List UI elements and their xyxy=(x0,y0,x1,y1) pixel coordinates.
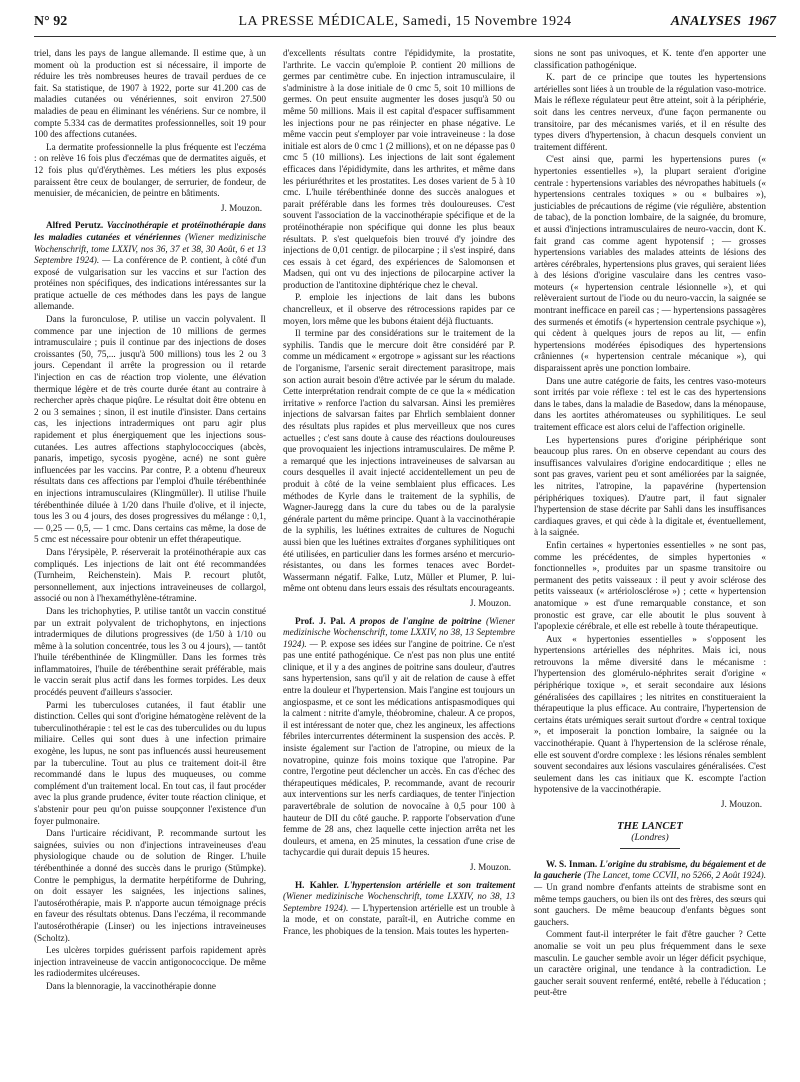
paragraph: Il termine par des considérations sur le traitement de la syphilis. Tandis que le mercure doit être considéré par P. comme un médicament « ergotrope » agissant sur les réactions de l'organisme, l'arsenic serait directement parasitrope, mais son action aurait besoin d'être activée par le sérum du malade. Cette interprétation rendrait compte de ce que la « médication irritative » renforce l'action du salvarsan. Ainsi les premières injections de salvarsan faites par Ehrlich semblaient donner des résultats plus rapides et plus merveilleux que nos cures actuelles ; c'est sans doute à cause des réactions douloureuses que provoquaient les injections intramusculaires. De même P. a remarqué que les injections intraveineuses de salvarsan au cours desquelles il avait injecté accidentellement un peu de produit à côté de la veine semblaient plus efficaces. Les méthodes de Kyrle dans le traitement de la syphilis, de Wagner-Jauregg dans la cure du tabes ou de la paralysie générale partent du même principe. Quant à la vaccinothérapie de la syphilis, les luétines extraites de cultures de Noguchi aussi bien que les luétines extraites d'organes syphilitiques ont été utilisées, en particulier dans les formes arséno et mercurio-résistantes, ou dans les formes tenaces avec Bordet-Wassermann négatif. Falke, Lutz, Müller et Plumer, P. lui-même ont obtenu dans leurs essais des résultats encourageants. xyxy=(283,328,515,594)
divider xyxy=(620,848,680,849)
article-author: Alfred Perutz. xyxy=(46,220,104,231)
paragraph: Dans la blennoragie, la vaccinothérapie donne xyxy=(46,980,216,991)
paragraph: P. emploie les injections de lait dans les bubons chancrelleux, et il observe des rétrocessions rapides par ce moyen, lors même que les bubons étaient déjà fluctuants. xyxy=(283,292,515,326)
paragraph: La conférence de P. contient, à côté d'un exposé de vulgarisation sur les vaccins et sur l'action des protéines non spécifiques, des indications intéressantes sur la pratique actuelle de ces méthodes dans les pays de langue allemande. xyxy=(34,255,267,312)
paragraph: Comment faut-il interpréter le fait d'être gaucher ? Cette anomalie se voit un peu plus fréquemment dans le sexe masculin. Le gaucher semble avoir un léger déficit psychique, un caractère original, une tendance à la contradiction. Le gaucher serait souvent renfermé, entêté, rebelle à l'éducation ; peut-être xyxy=(534,929,766,998)
article-title: Vaccinothérapie et protéinothérapie dans les maladies cutanées et vénériennes xyxy=(34,220,266,242)
article-author: H. Kahler. xyxy=(295,879,339,890)
section-and-page xyxy=(671,14,776,30)
paragraph: C'est ainsi que, parmi les hypertensions pures (« hypertonies essentielles »), la plupart seraient d'origine centrale : hypertensions variables des névropathes habituels (« hypertensions centrales toxiques » ou « bulbaires »), justiciables de précautions de régime (vie régulière, abstention de tabac), de la ponction lombaire, de la saignée, du bromure, et aussi d'injections intramusculaires de neuro-vaccin, dont K. fait grand cas comme agent hypotensif ; — grosses hypertensions variables des malades atteints de lésions des artères cérébrales, hypertensions plus graves, qui seraient liées à des lésions d'origine vasculaire dans les centres vaso-moteurs (« hypertension centrale lésionnelle »), et qui relèveraient surtout de l'iode ou du neuro-vaccin, la saignée se montrant inefficace en pareil cas ; — hypertensions passagères des surmenés et émotifs (« hypertension centrale psychique »), qui cèdent à quelques jours de repos au lit, — enfin hypertensions modérées épisodiques des hypertensions crâniennes (« hypertension centrale mécanique »), qui disparaissent après une ponction lombaire. xyxy=(534,154,766,374)
article-author: W. S. Inman. xyxy=(546,858,598,869)
article-reference: (Wiener medizinische Wochenschrift, tome LXXIV, nos 36, 37 et 38, 30 Août, 6 et 13 Septembre 1924). — xyxy=(34,231,266,266)
paragraph: Les ulcères torpides guérissent parfois rapidement après injection intraveineuse de vaccin antigonococcique. De même les radiodermites ulcéreuses. xyxy=(34,945,266,979)
signature: J. Mouzon. xyxy=(720,799,762,809)
page-header xyxy=(34,10,776,37)
paragraph: triel, dans les pays de langue allemande. Il estime que, à un moment où la production est si nécessaire, il importe de réduire les très nombreuses heures de travail perdues de ce fait. Sa statistique, de 1907 à 1922, porte sur 41.200 cas de maladies cutanées ou vénériennes, soit environ 27.500 maladies de peau en éliminant les vénériens. Sur ce nombre, il compte 5.334 cas de dermatites professionnelles, soit 19 pour 100 des affections cutanées. xyxy=(34,48,266,140)
paragraph: d'excellents résultats contre l'épididymite, la prostatite, l'arthrite. Le vaccin qu'emploie P. contient 20 millions de germes par centimètre cube. En injection intramusculaire, il s'administre à la dose initiale de 0 cmc 5, soit 10 millions de germes. On peut ensuite augmenter les doses jusqu'à 50 ou même 50 millions. Mais il est capital d'espacer suffisamment les injections pour ne pas réinjecter en phase négative. Le même vaccin peut s'employer par voie intraveineuse : la dose initiale est alors de 0 cmc 1 (2 millions), et on ne dépasse pas 0 cmc 5 (10 millions). Les injections de lait sont également efficaces dans l'épididymite, dans les arthrites, et même dans les périuréthrites et les prostatites. Les doses varient de 5 à 10 cmc. L'huile térébenthinée donne des succès analogues et parait préférable dans les formes très douloureuses. C'est souvent l'association de la vaccinothérapie spécifique et de la protéinothérapie non spécifique qui donne les plus beaux résultats. P. s'est quelquefois bien trouvé d'y joindre des injections de 0,01 centigr. de pilocarpine ; il s'est inspiré, dans ces essais à cet égard, des expériences de Salomonsen et Madsen, qui ont vu des injections de pilocarpine activer la production de l'antitoxine diphtérique chez le cheval. xyxy=(283,48,515,290)
paragraph: K. part de ce principe que toutes les hypertensions artérielles sont liées à un trouble de la régulation vaso-motrice. Mais le réflexe régulateur peut être atteint, soit à la périphérie, soit dans les centres nerveux, d'une façon permanente ou transitoire, par des mécanismes variés, et il en résulte des types divers d'hypertension, à chacun desquels convient un traitement différent. xyxy=(534,72,766,152)
article-reference: (Wiener medizinische Wochenschrift, tome LXXIV, no 38, 13 Septembre 1924). — xyxy=(283,891,515,913)
paragraph: Dans une autre catégorie de faits, les centres vaso-moteurs sont irrités par voie réflexe : tel est le cas des hypertensions dans le tabes, dans la maladie de Basedow, dans la ménopause, dans les aortites athéromateuses ou syphilitiques. Le seul traitement efficace est alors celui de l'affection originelle. xyxy=(534,375,766,432)
page-number: 1967 xyxy=(748,14,776,29)
article-title: L'origine du strabisme, du bégaiement et de la gaucherie xyxy=(534,858,766,881)
paragraph: Parmi les tuberculoses cutanées, il faut établir une distinction. Celles qui sont d'origine hématogène relèvent de la tuberculinothérapie : tel est le cas des tuberculides ou du lupus miliaire. Celles qui sont dues à une infection primaire exogène, les lupus, ne sont pas influencés aussi heureusement par la tuberculine. Tout au plus ce traitement doit-il être recommandé dans le lupus des muqueuses, ou comme complément d'un traitement local. En tout cas, il faut procéder avec la plus grande prudence, éviter toute réaction clinique, et s'abstenir pour peu qu'on puisse soupçonner l'existence d'un foyer pulmonaire. xyxy=(34,699,266,826)
paragraph: La dermatite professionnelle la plus fréquente est l'eczéma : on relève 16 fois plus d'eczémas que de dermatites aiguës, et 12 fois plus qu'd'érythèmes. Les métiers les plus exposés paraissent être ceux de boulanger, de serrurier, de fondeur, de menuisier, de mécanicien, de peintre en bâtiments. xyxy=(34,141,266,199)
paragraph: Dans l'urticaire récidivant, P. recommande surtout les saignées, suivies ou non d'injections intraveineuses d'eau physiologique chaude ou de solution de Ringer. L'huile térébenthinée a donné des succès dans le prurigo (Stümpke). Contre le pemphigus, la dermatite herpétiforme de Duhring, on doit essayer les saignées, les injections salines, l'autosérothérapie, mais P. n'apporte aucun témoignage précis en faveur des résultats obtenus. Dans l'eczéma, il recommande l'autosérothérapie (Linser) ou les injections intraveineuses (Scholtz). xyxy=(34,828,266,943)
article-heading xyxy=(283,616,515,859)
article-heading xyxy=(34,220,266,313)
journal-city: (Londres) xyxy=(631,832,669,844)
signature: J. Mouzon. xyxy=(220,202,262,213)
column-2 xyxy=(283,48,515,939)
paragraph: P. expose ses idées sur l'angine de poitrine. Ce n'est pas une entité pathogénique. Ce n'est pas non plus une entité clinique, et il y a des angines de poitrine sans douleur, d'autres sans hypertension, sans qu'il y ait de relation de cause à effet entre la douleur et l'hypertension. Mais l'angine est toujours un angiospasme, et ce sont les médications antispasmodiques qui la calment : nitrite d'amyle, théobromine, chaleur. A ce propos, il est intéressant de noter que, chez les angineux, les affections fébriles intercurrentes déterminent la suspension des accès. P. insiste également sur l'action de l'atropine, ou mieux de la novatropine, quinze fois moins toxique que l'atropine. Par contre, l'ergotine peut déclencher un accès. En cas d'échec des thérapeutiques médicales, P. recommande, avant de recourir aux interventions sur les nerfs cardiaques, de tenter l'injection paravertébrale de solution de novocaïne à 0,5 pour 100 à hauteur de DII du côté gauche. P. rapporte l'observation d'une femme de 28 ans, chez laquelle cette injection arrêta net les douleurs, et amena, en 25 minutes, la cessation d'une crise de tachycardie qui durait depuis 15 heures. xyxy=(283,638,515,858)
paragraph: Les hypertensions pures d'origine périphérique sont beaucoup plus rares. On en observe cependant au cours des insuffisances valvulaires d'origine endocarditique ; elles ne sont pas graves, varient peu et sont améliorées par la saignée, les nitrites, l'atropine, la papavérine (hypertension périphériques toxiques). D'autre part, il faut signaler l'hypertension de stase décrite par Sahli dans les insuffisances cardiaques graves, et qui cède à la digitale et, éventuellement, à la saignée. xyxy=(534,434,766,538)
paragraph: Dans l'érysipèle, P. réserverait la protéinothérapie aux cas compliqués. Les injections de lait ont été recommandées (Turnheim, Reichenstein). Mais P. recourt plutôt, personnellement, aux injections intraveineuses de collargol, associé ou non à l'hexaméthylène-tétramine. xyxy=(34,546,266,604)
issue-number: N° 92 xyxy=(34,14,68,29)
article-title: A propos de l'angine de poitrine xyxy=(349,615,482,626)
paragraph: Dans la furonculose, P. utilise un vaccin polyvalent. Il commence par une injection de 10 millions de germes intramusculaire ; puis il continue par des injections de doses croissantes (50, 75,... jusqu'à 500 millions) tous les 2 ou 3 jours. Cependant il arrête la progression ou il retarde l'injection en cas de réaction trop violente, une élévation thermique légère et de très courte durée étant au contraire à rechercher après chaque piqûre. Le résultat doit être obtenu en 2 ou 3 semaines ; sinon, il est inutile d'insister. Dans certains cas, les injections intradermiques ont paru agir plus rapidement et plus énergiquement que les injections sous-cutanées. Les autres affections staphylococciques (abcès, panaris, impetigo, sycosis pyogène, acné) ne sont guère influencées par les vaccins. Par contre, P. a obtenu d'heureux résultats dans ces affections par l'emploi d'huile térébenthinée en injections intramusculaires (Klingmüller). Il utilise l'huile térébenthinée diluée à 1/20 dans l'huile d'olive, et il injecte, tous les 3 ou 4 jours, des doses progressives du mélange : 0,1, — 0,25 — 0,5, — 1 cmc. Dans certains cas même, la dose de 5 cmc est nécessaire pour obtenir un effet thérapeutique. xyxy=(34,314,266,545)
paragraph: Dans les trichophyties, P. utilise tantôt un vaccin constitué par un extrait polyvalent de trichophytons, en injections intradermiques de dilutions progressives (de 1/50 à 1/10 ou même à la solution concentrée, tous les 3 ou 4 jours), — tantôt l'huile térébenthinée de Klingmüller. Dans les formes très inflammatoires, l'huile de térébenthine serait préférable, mais le vaccin serait plus actif dans les formes torpides. Les deux procédés peuvent d'ailleurs s'associer. xyxy=(34,605,266,698)
article-author: Prof. J. Pal. xyxy=(295,615,346,626)
section-name: ANALYSES xyxy=(670,14,741,29)
paragraph: sions ne sont pas univoques, et K. tente d'en apporter une classification pathogénique. xyxy=(534,48,766,70)
article-reference: (The Lancet, tome CCVII, no 5266, 2 Août 1924). — xyxy=(534,870,766,892)
paragraph: Aux « hypertonies essentielles » s'opposent les hypertensions artérielles des néphrites. Mais ici, nous retrouvons la même diversité dans le mécanisme : l'hypertension des glomérulo-néphrites serait d'origine « périphérique toxique », et serait secondaire aux lésions généralisées des capillaires ; les nitrites en constitueraient la thérapeutique la plus efficace. Au contraire, l'hypertension de certains états urémiques serait surtout d'ordre « central toxique », et imposerait la ponction lombaire, la saignée ou la vaccinothérapie. Quant à l'hypertension de la sclérose rénale, elle est souvent d'ordre complexe : les lésions rénales semblent souvent secondaires aux lésions vasculaires généralisées. C'est seulement dans les cas initiaux que K. escompte l'action hypotensive de la vaccinothérapie. xyxy=(534,633,766,795)
journal-name: THE LANCET xyxy=(617,820,683,832)
article-reference: (Wiener medizinische Wochenschrift, tome LXXIV, no 38, 13 Septembre 1924). — xyxy=(283,615,516,649)
article-heading xyxy=(534,859,766,929)
journal-title: LA PRESSE MÉDICALE, Samedi, 15 Novembre 1924 xyxy=(238,14,572,29)
paragraph: Enfin certaines « hypertonies essentielles » ne sont pas, comme les précédentes, de simples hypertonies « fonctionnelles », produites par un spasme transitoire ou permanent des petits vaisseaux : il peut y avoir sclérose des petits vaisseaux (« artériolosclérose ») ; cette « hypertension anatomique » est d'une remarquable constance, et son pronostic est grave, car elle aboutit le plus souvent à l'apoplexie cérébrale, et elle est rebelle à toute thérapeutique. xyxy=(534,539,766,632)
column-3 xyxy=(534,48,766,1000)
column-1 xyxy=(34,48,266,994)
article-heading xyxy=(283,880,515,938)
signature: J. Mouzon. xyxy=(469,597,511,608)
paragraph: L'hypertension artérielle est un trouble à la mode, et on constate, paraît-il, en Autriche comme en France, les phobiques de la tension. Mais toutes les hyperten- xyxy=(283,902,516,936)
signature: J. Mouzon. xyxy=(469,861,511,872)
paragraph: Un grand nombre d'enfants atteints de strabisme sont en même temps gauchers, ou bien ils ont des frères, des sœurs qui sont gauchers. De même beaucoup d'enfants bègues sont gauchers. xyxy=(534,881,766,927)
article-title: L'hypertension artérielle et son traitement xyxy=(343,879,515,890)
journal-section-heading xyxy=(534,821,766,849)
